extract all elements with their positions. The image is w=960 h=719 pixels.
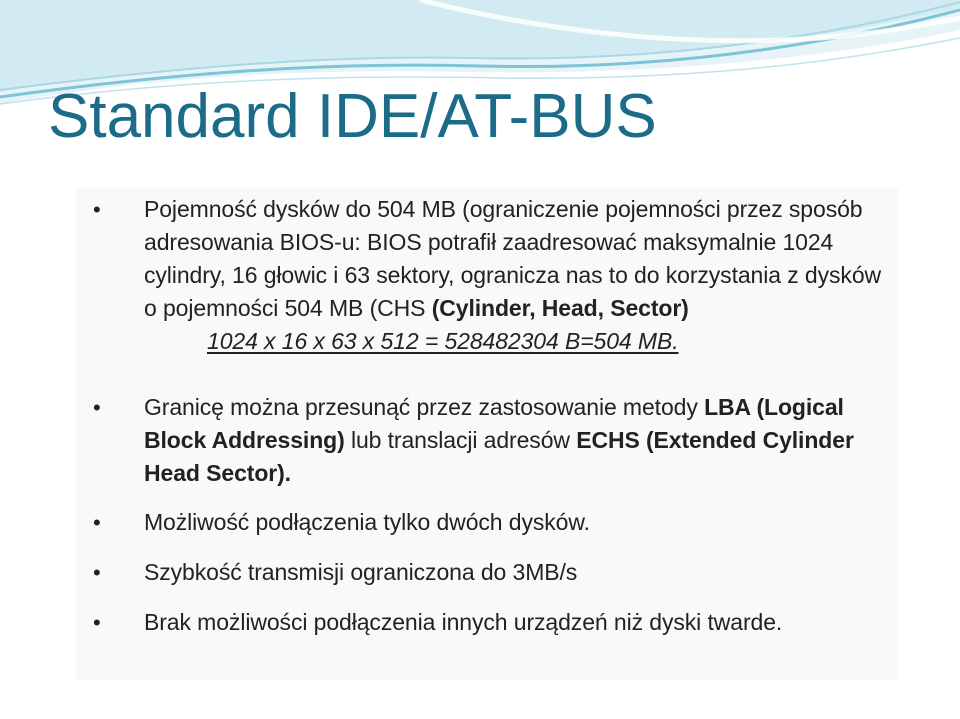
bullet-dot: •	[93, 510, 101, 535]
bullet-text-bold: ECHS (Extended Cylinder Head Sector).	[144, 427, 854, 486]
bullet-text-part: lub translacji adresów	[344, 427, 577, 453]
bullet-text	[144, 391, 889, 490]
bullet-text: Możliwość podłączenia tylko dwóch dysków.	[144, 509, 590, 535]
bullet-dot: •	[93, 395, 101, 420]
bullet-dot: •	[93, 560, 101, 585]
bullet-text-part: Granicę można przesunąć przez zastosowanie metody	[144, 394, 705, 420]
bullet-text: Brak możliwości podłączenia innych urządzeń niż dyski twarde.	[144, 609, 783, 635]
bullet-text-bold: (Cylinder, Head, Sector)	[431, 295, 689, 321]
bullet-text: Szybkość transmisji ograniczona do 3MB/s	[144, 559, 578, 585]
slide-title: Standard IDE/AT-BUS	[48, 82, 657, 151]
capacity-formula: 1024 x 16 x 63 x 512 = 528482304 B=504 MB.	[207, 328, 679, 354]
bullet-text-bold: LBA (Logical Block Addressing)	[144, 394, 844, 453]
bullet-text-part: Pojemność dysków do 504 MB (ograniczenie pojemności przez sposób adresowania BIOS-u: BIOS potrafił zaadresować maksymalnie 1024 cylindry, 16 głowic i 63 sektory, ogranicza nas to do korzystania z dysków o pojemności 504 MB (CHS	[144, 196, 882, 321]
content-image-panel	[76, 188, 898, 680]
bullet-dot: •	[93, 197, 101, 222]
bullet-dot: •	[93, 610, 101, 635]
bullet-text	[144, 193, 889, 358]
